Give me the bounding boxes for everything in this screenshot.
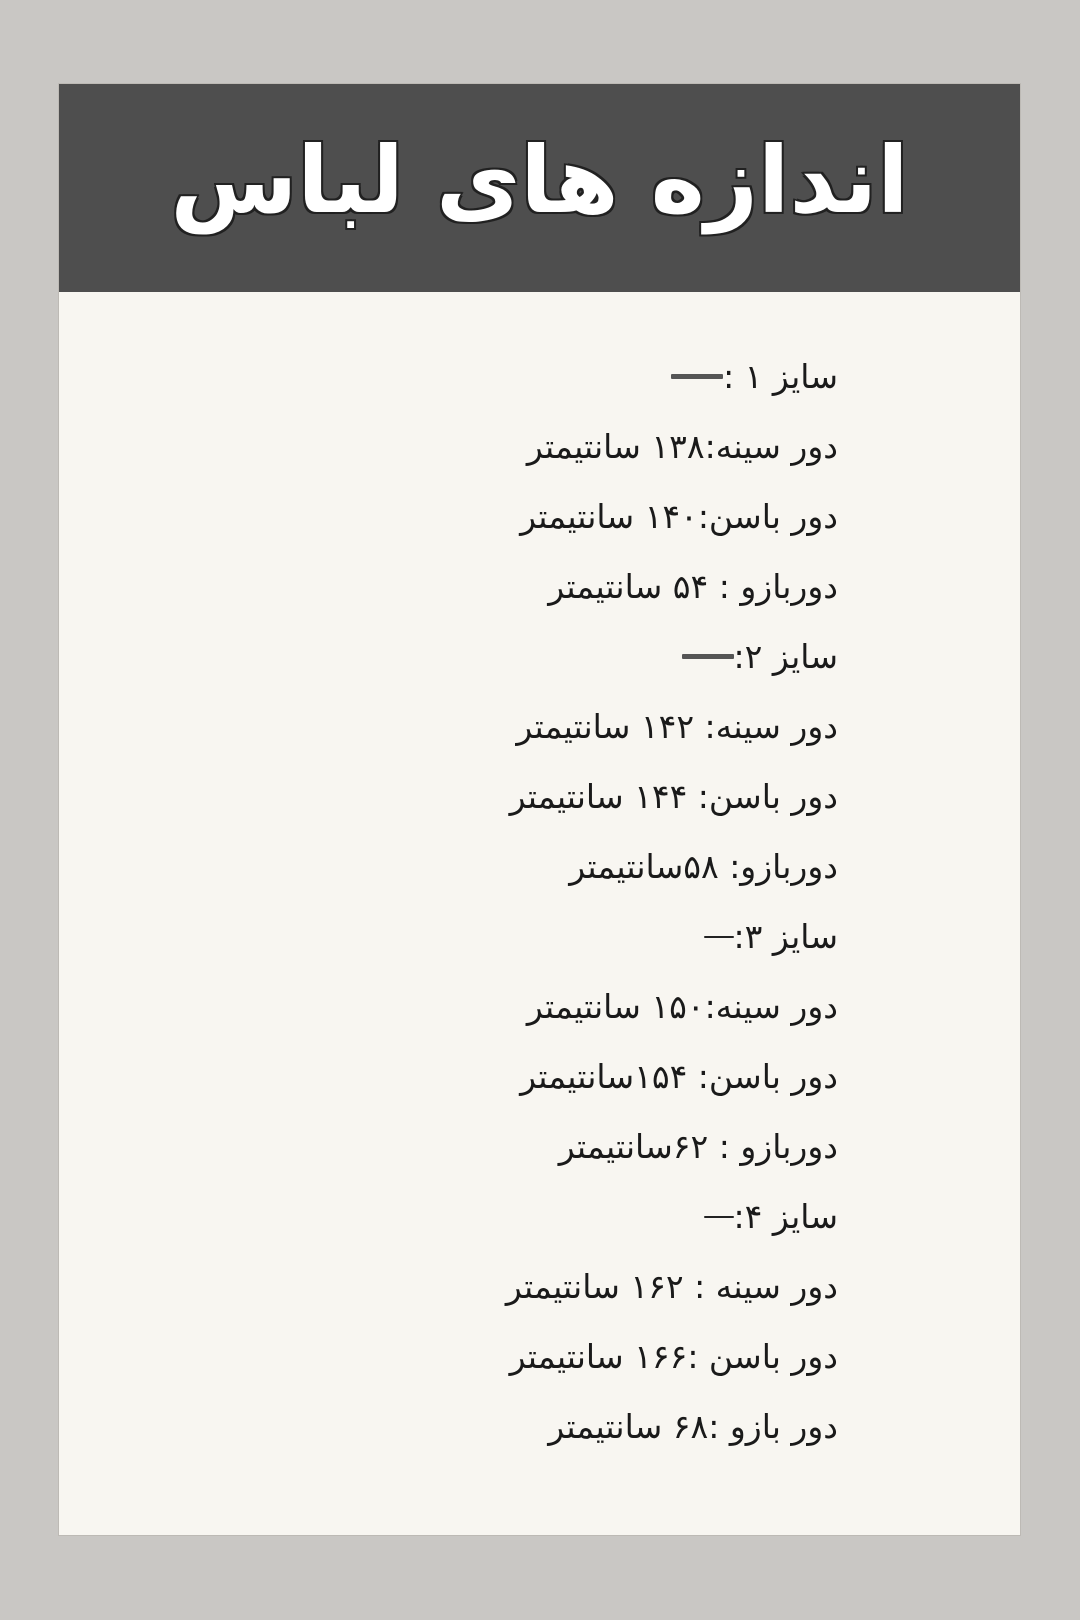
size-chart-card [59,84,1020,1535]
measurement-line: دوربازو: ۵۸سانتیمتر [569,847,838,886]
size-heading-text: سایز ۴: [733,1197,838,1236]
measurement-line: دور سینه:۱۳۸ سانتیمتر [526,427,838,466]
size-heading-text: سایز ۲: [733,637,838,676]
measurement-line: دور سینه : ۱۶۲ سانتیمتر [505,1267,838,1306]
dash-marker [704,1216,734,1218]
measurement-line: دور باسن:۱۴۰ سانتیمتر [520,497,838,536]
dash-marker [671,374,723,379]
size-heading-4 [238,1182,838,1252]
measurement-line: دور سینه: ۱۴۲ سانتیمتر [516,707,838,746]
header-banner [59,84,1020,292]
size-heading-text: سایز ۳: [733,917,838,956]
size-heading-2 [238,622,838,692]
measurement-line: دور باسن: ۱۴۴ سانتیمتر [509,777,838,816]
measurement-line: دور باسن :۱۶۶ سانتیمتر [509,1337,838,1376]
size-heading-3 [238,902,838,972]
measurement-line: دوربازو : ۵۴ سانتیمتر [548,567,838,606]
page-title: اندازه های لباس [170,127,909,234]
measurement-line: دور سینه:۱۵۰ سانتیمتر [526,987,838,1026]
measurement-line: دور بازو :۶۸ سانتیمتر [548,1407,838,1446]
measurement-line: دور باسن: ۱۵۴سانتیمتر [520,1057,838,1096]
size-heading-text: سایز ۱ : [723,357,838,396]
measurement-line: دوربازو : ۶۲سانتیمتر [558,1127,838,1166]
size-heading-1 [238,342,838,412]
dash-marker [704,936,734,938]
size-list [238,342,838,1462]
dash-marker [682,654,734,659]
